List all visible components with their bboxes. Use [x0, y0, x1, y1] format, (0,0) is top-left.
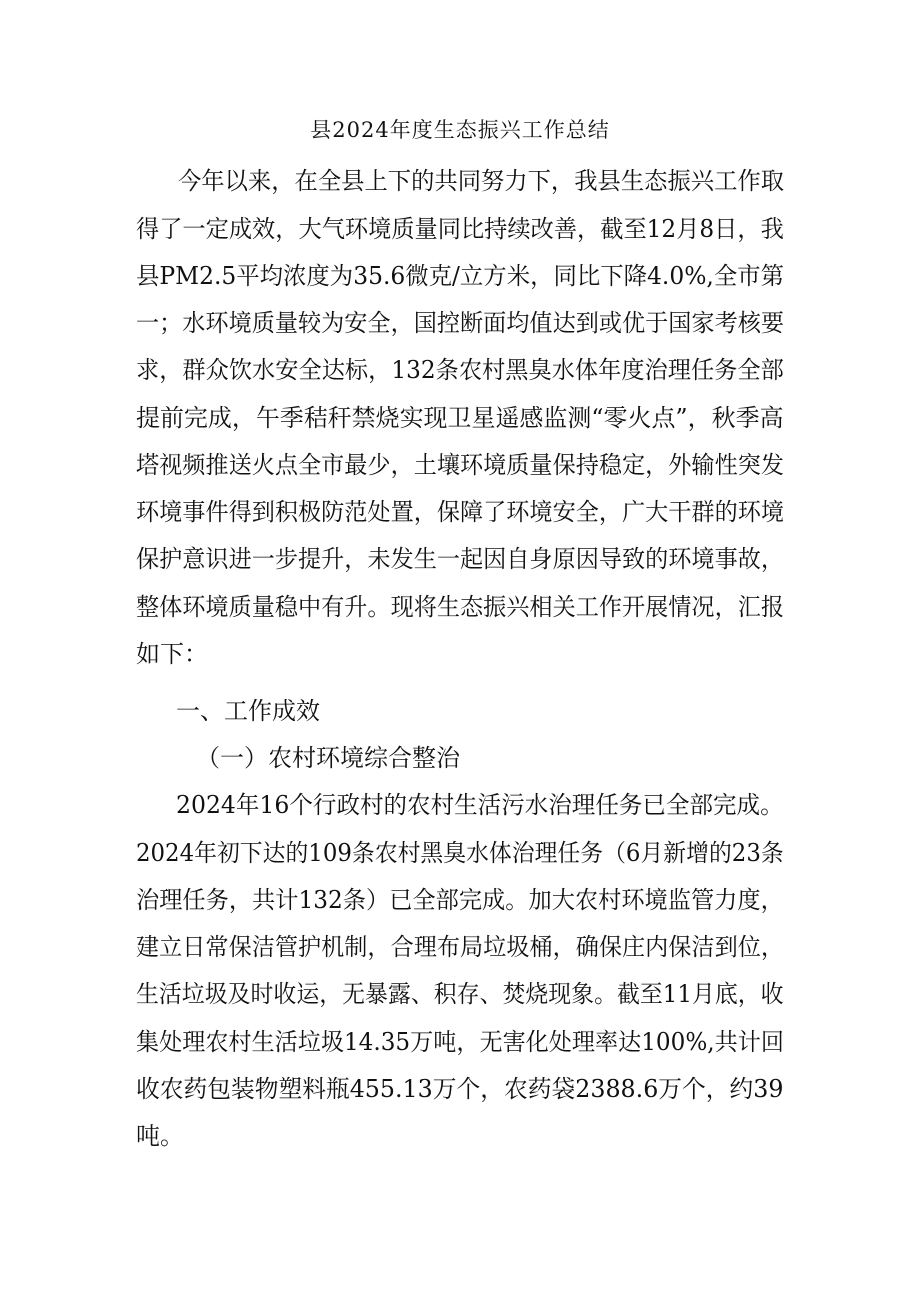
section-heading: 一、工作成效 [176, 697, 320, 725]
paragraph-line: 吨。 [136, 1122, 184, 1150]
paragraph-line: 建立日常保洁管护机制，合理布局垃圾桶，确保庄内保洁到位， [136, 933, 784, 961]
paragraph-line: 治理任务，共计132条）已全部完成。加大农村环境监管力度， [136, 886, 784, 914]
paragraph-line: 塔视频推送火点全市最少，土壤环境质量保持稳定，外输性突发 [136, 451, 784, 479]
paragraph-line: 保护意识进一步提升，未发生一起因自身原因导致的环境事故， [136, 545, 784, 573]
paragraph-line: 提前完成，午季秸秆禁烧实现卫星遥感监测“零火点”，秋季高 [136, 404, 784, 432]
paragraph-line: 2024年初下达的109条农村黑臭水体治理任务（6月新增的23条 [136, 839, 784, 867]
paragraph-line: 县PM2.5平均浓度为35.6微克/立方米，同比下降4.0%,全市第 [136, 262, 785, 290]
paragraph-line: 环境事件得到积极防范处置，保障了环境安全，广大干群的环境 [136, 498, 784, 526]
paragraph-line: 得了一定成效，大气环境质量同比持续改善，截至12月8日，我 [136, 215, 784, 243]
document-title: 县2024年度生态振兴工作总结 [310, 118, 610, 142]
paragraph-line: 求，群众饮水安全达标，132条农村黑臭水体年度治理任务全部 [136, 356, 784, 384]
paragraph-line: 生活垃圾及时收运，无暴露、积存、焚烧现象。截至11月底，收 [136, 980, 784, 1008]
subsection-heading: （一）农村环境综合整治 [196, 744, 460, 772]
paragraph-line: 2024年16个行政村的农村生活污水治理任务已全部完成。 [176, 791, 784, 819]
paragraph-line: 集处理农村生活垃圾14.35万吨，无害化处理率达100%,共计回 [136, 1028, 784, 1056]
paragraph-line: 整体环境质量稳中有升。现将生态振兴相关工作开展情况，汇报 [136, 593, 784, 621]
paragraph-line: 如下： [136, 640, 208, 668]
paragraph-line: 收农药包装物塑料瓶455.13万个，农药袋2388.6万个，约39 [136, 1075, 784, 1103]
paragraph-line: 今年以来，在全县上下的共同努力下，我县生态振兴工作取 [178, 167, 784, 195]
paragraph-line: 一；水环境质量较为安全，国控断面均值达到或优于国家考核要 [136, 309, 784, 337]
